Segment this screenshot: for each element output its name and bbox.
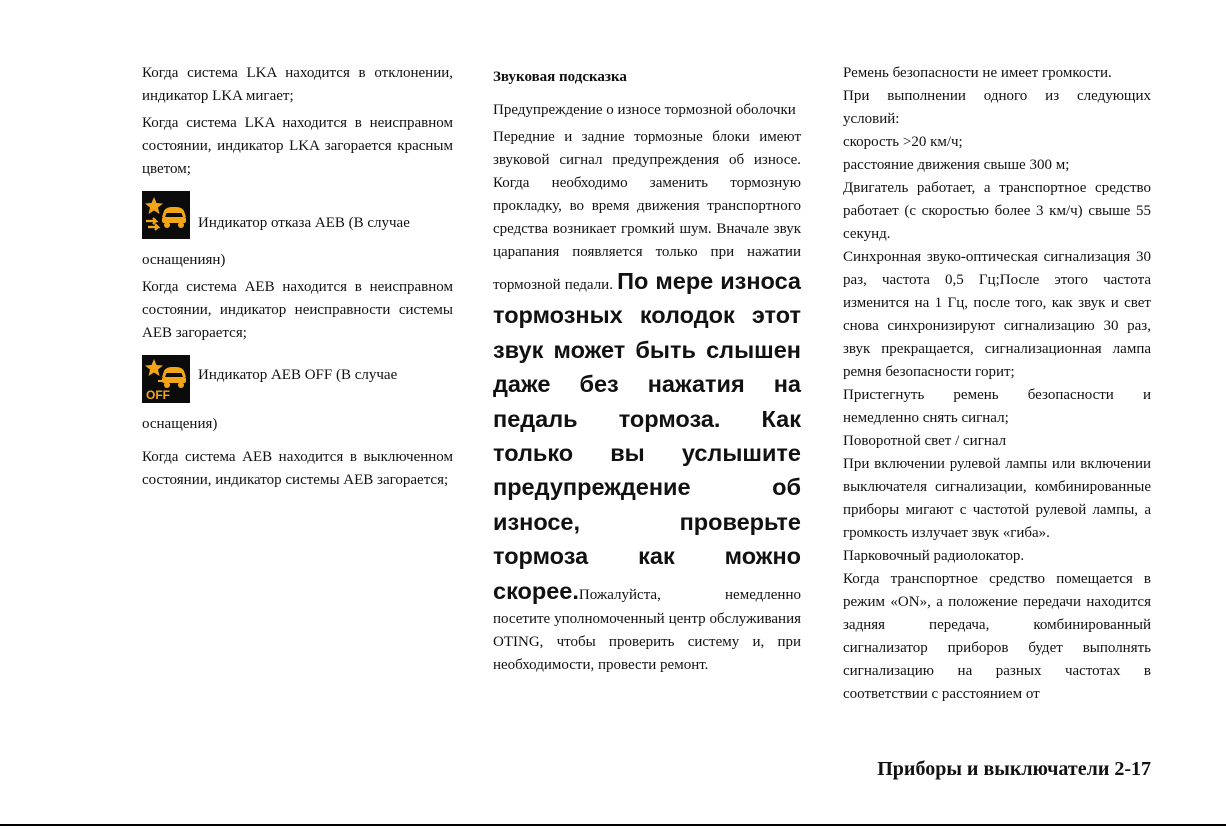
aeb-off-caption-continued: оснащения) bbox=[142, 416, 218, 432]
aeb-failure-indicator-row bbox=[142, 191, 453, 239]
page-footer-label: Приборы и выключатели 2-17 bbox=[877, 758, 1151, 780]
column-1 bbox=[142, 62, 453, 492]
column-2 bbox=[493, 66, 801, 677]
subheading-turn-signal: Поворотной свет / сигнал bbox=[843, 433, 1007, 449]
aeb-failure-caption: Индикатор отказа AEB (В случае bbox=[198, 214, 410, 231]
column-3 bbox=[843, 62, 1151, 706]
subheading-brake-wear: Предупреждение о износе тормозной оболочки bbox=[493, 102, 796, 118]
paragraph-turn-signal: При включении рулевой лампы или включении выключателя сигнализации, комбинированные приборы мигают с частотой рулевой лампы, а громкость излучает звук «гиба». bbox=[843, 456, 1151, 541]
condition-distance: расстояние движения свыше 300 м; bbox=[843, 157, 1070, 173]
subheading-parking-radar: Парковочный радиолокатор. bbox=[843, 548, 1025, 564]
paragraph-lka-fault: Когда система LKA находится в неисправном состоянии, индикатор LKA загорается красным цветом; bbox=[142, 115, 453, 177]
bottom-rule bbox=[0, 824, 1226, 826]
brake-wear-service-text: Пожалуйста, немедленно посетите уполномоченный центр обслуживания OTING, чтобы проверить систему и, при необходимости, провести ремонт. bbox=[493, 586, 801, 674]
section-heading-sound: Звуковая подсказка bbox=[493, 69, 627, 85]
condition-speed: скорость >20 км/ч; bbox=[843, 134, 963, 150]
paragraph-parking-radar: Когда транспортное средство помещается в режим «ON», а положение передачи находится задняя передача, комбинированный сигнализатор приборов будет выполнять сигнализацию на разных частотах в соответствии с расстоянием от bbox=[843, 571, 1151, 702]
svg-text:OFF: OFF bbox=[146, 388, 170, 401]
aeb-failure-warning-icon bbox=[142, 191, 190, 239]
brake-wear-text: Передние и задние тормозные блоки имеют звуковой сигнал предупреждения об износе. Когда необходимо заменить тормозную прокладку, во время движения транспортного средства возникает громкий шум. Вначале звук царапания появляется только при нажатии тормозной педали. bbox=[493, 129, 801, 293]
paragraph-brake-wear bbox=[493, 126, 801, 677]
paragraph-sync-alarm: Синхронная звуко-оптическая сигнализация 30 раз, частота 0,5 Гц;После этого частота изменится на 1 Гц, после того, как звук и свет снова синхронизируют сигнализацию 30 раз, звук прекращается, сигнализационная лампа ремня безопасности горит; bbox=[843, 249, 1151, 380]
paragraph-belt-volume: Ремень безопасности не имеет громкости. bbox=[843, 65, 1112, 81]
aeb-off-caption: Индикатор AEB OFF (В случае bbox=[198, 366, 398, 383]
paragraph-fasten-belt: Пристегнуть ремень безопасности и немедленно снять сигнал; bbox=[843, 387, 1151, 426]
paragraph-lka-deviation: Когда система LKA находится в отклонении, индикатор LKA мигает; bbox=[142, 65, 453, 104]
paragraph-aeb-off: Когда система AEB находится в выключенном состоянии, индикатор системы AEB загорается; bbox=[142, 449, 453, 488]
condition-engine: Двигатель работает, а транспортное средство работает (с скоростью более 3 км/ч) свыше 55 секунд. bbox=[843, 180, 1151, 242]
brake-wear-bold-warning: По мере износа тормозных колодок этот звук может быть слышен даже без нажатия на педаль тормоза. Как только вы услышите предупреждение об износе, проверьте тормоза как можно скорее. bbox=[493, 268, 801, 604]
aeb-off-indicator-row bbox=[142, 355, 453, 403]
aeb-failure-caption-continued: оснащениян) bbox=[142, 252, 226, 268]
paragraph-conditions: При выполнении одного из следующих условий: bbox=[843, 88, 1151, 127]
paragraph-aeb-fault: Когда система AEB находится в неисправном состоянии, индикатор неисправности системы AEB загорается; bbox=[142, 279, 453, 341]
aeb-off-indicator-icon bbox=[142, 355, 190, 403]
